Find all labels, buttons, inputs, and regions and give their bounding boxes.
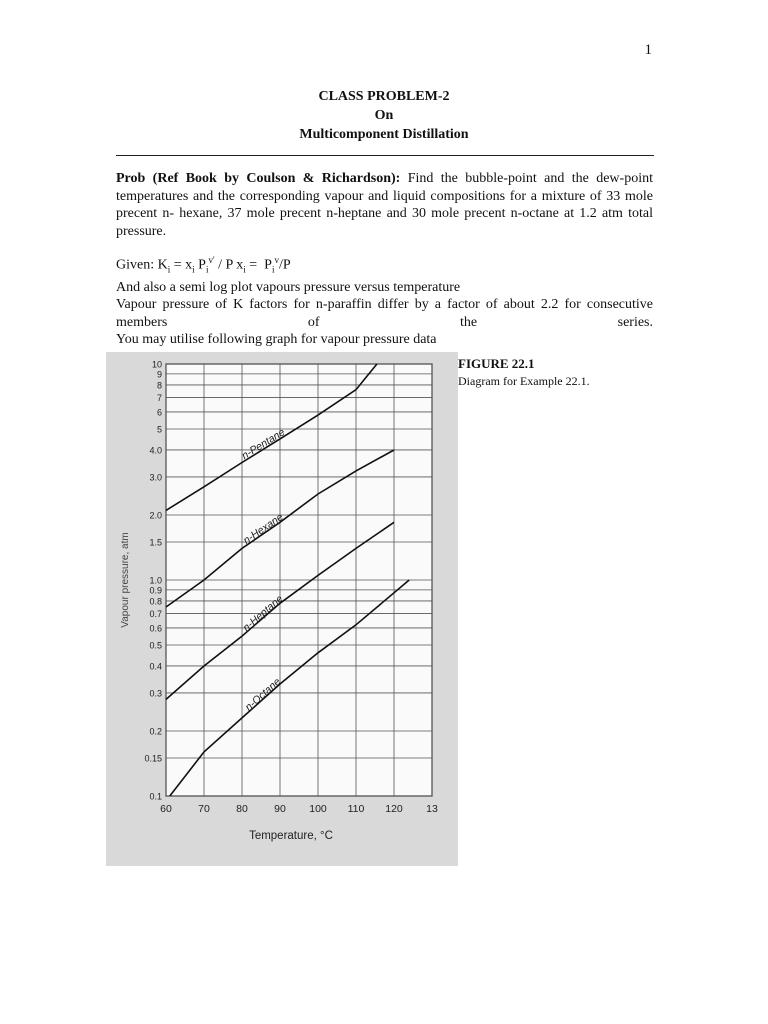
given-line-4: You may utilise following graph for vapour pressure data (116, 332, 437, 348)
title-line-3: Multicomponent Distillation (299, 127, 469, 142)
x-tick-label: 100 (309, 803, 327, 815)
x-tick-label: 80 (236, 803, 248, 815)
page-number: 1 (644, 42, 652, 58)
title-divider (116, 155, 654, 156)
x-tick-label: 120 (385, 803, 403, 815)
y-tick-label: 1.0 (149, 575, 162, 586)
y-tick-label: 3.0 (149, 472, 162, 483)
y-tick-label: 0.2 (149, 726, 162, 737)
x-tick-label: 90 (274, 803, 286, 815)
given-equation: Given: $K_i = x_i$ $P_i^{v'}$ / P $x_i = P_i^v/P$ (116, 255, 291, 275)
y-tick-label: 10 (151, 359, 162, 370)
y-tick-label: 0.3 (149, 688, 162, 699)
title-line-1: CLASS PROBLEM-2 (318, 89, 450, 104)
problem-text: Find the bubble-point and the dew-point temperatures and the corresponding vapour and liquid compositions for a mixture of 33 mole precent n- hexane, 37 mole precent n-heptane and 30 mole precent n-octane at 1.2 atm total pressure. (116, 171, 653, 239)
y-tick-label: 5 (156, 424, 162, 435)
y-tick-label: 7 (156, 392, 162, 403)
y-tick-label: 8 (156, 380, 162, 391)
figure-title: FIGURE 22.1 (458, 356, 535, 371)
vapour-pressure-figure (106, 352, 458, 866)
problem-statement (116, 170, 653, 240)
y-tick-label: 0.6 (149, 623, 162, 634)
given-line-3: Vapour pressure of K factors for n-paraffin differ by a factor of about 2.2 for consecutive members of the series. (116, 297, 653, 330)
y-tick-label: 0.7 (149, 608, 162, 619)
series-label: n-Heptane (240, 592, 286, 634)
y-tick-label: 0.9 (149, 585, 162, 596)
x-tick-label: 70 (198, 803, 210, 815)
y-tick-label: 0.5 (149, 640, 162, 651)
y-tick-label: 0.1 (149, 791, 162, 802)
y-tick-label: 6 (156, 407, 162, 418)
y-tick-label: 9 (156, 369, 162, 380)
series-label: n-Hexane (241, 511, 286, 547)
y-tick-label: 4.0 (149, 445, 162, 456)
given-section (116, 252, 653, 349)
y-tick-label: 0.15 (144, 753, 162, 764)
x-tick-label: 60 (160, 803, 172, 815)
y-tick-label: 0.4 (149, 661, 162, 672)
problem-label: Prob (Ref Book by Coulson & Richardson): (116, 171, 401, 186)
vapour-pressure-chart (106, 352, 458, 866)
y-tick-label: 2.0 (149, 510, 162, 521)
series-label: n-Pentane (239, 426, 288, 463)
figure-caption (458, 356, 590, 389)
y-tick-label: 0.8 (149, 596, 162, 607)
series-label: n-Octane (242, 675, 284, 714)
x-tick-label: 110 (347, 803, 365, 815)
y-axis-label: Vapour pressure, atm (120, 532, 131, 628)
figure-subtitle: Diagram for Example 22.1. (458, 374, 590, 388)
page-title (0, 87, 768, 144)
given-line-2: And also a semi log plot vapours pressure versus temperature (116, 279, 461, 295)
title-line-2: On (374, 108, 394, 123)
x-axis-label: Temperature, °C (249, 830, 333, 842)
y-tick-label: 1.5 (149, 537, 162, 548)
x-tick-label: 13 (426, 803, 438, 815)
